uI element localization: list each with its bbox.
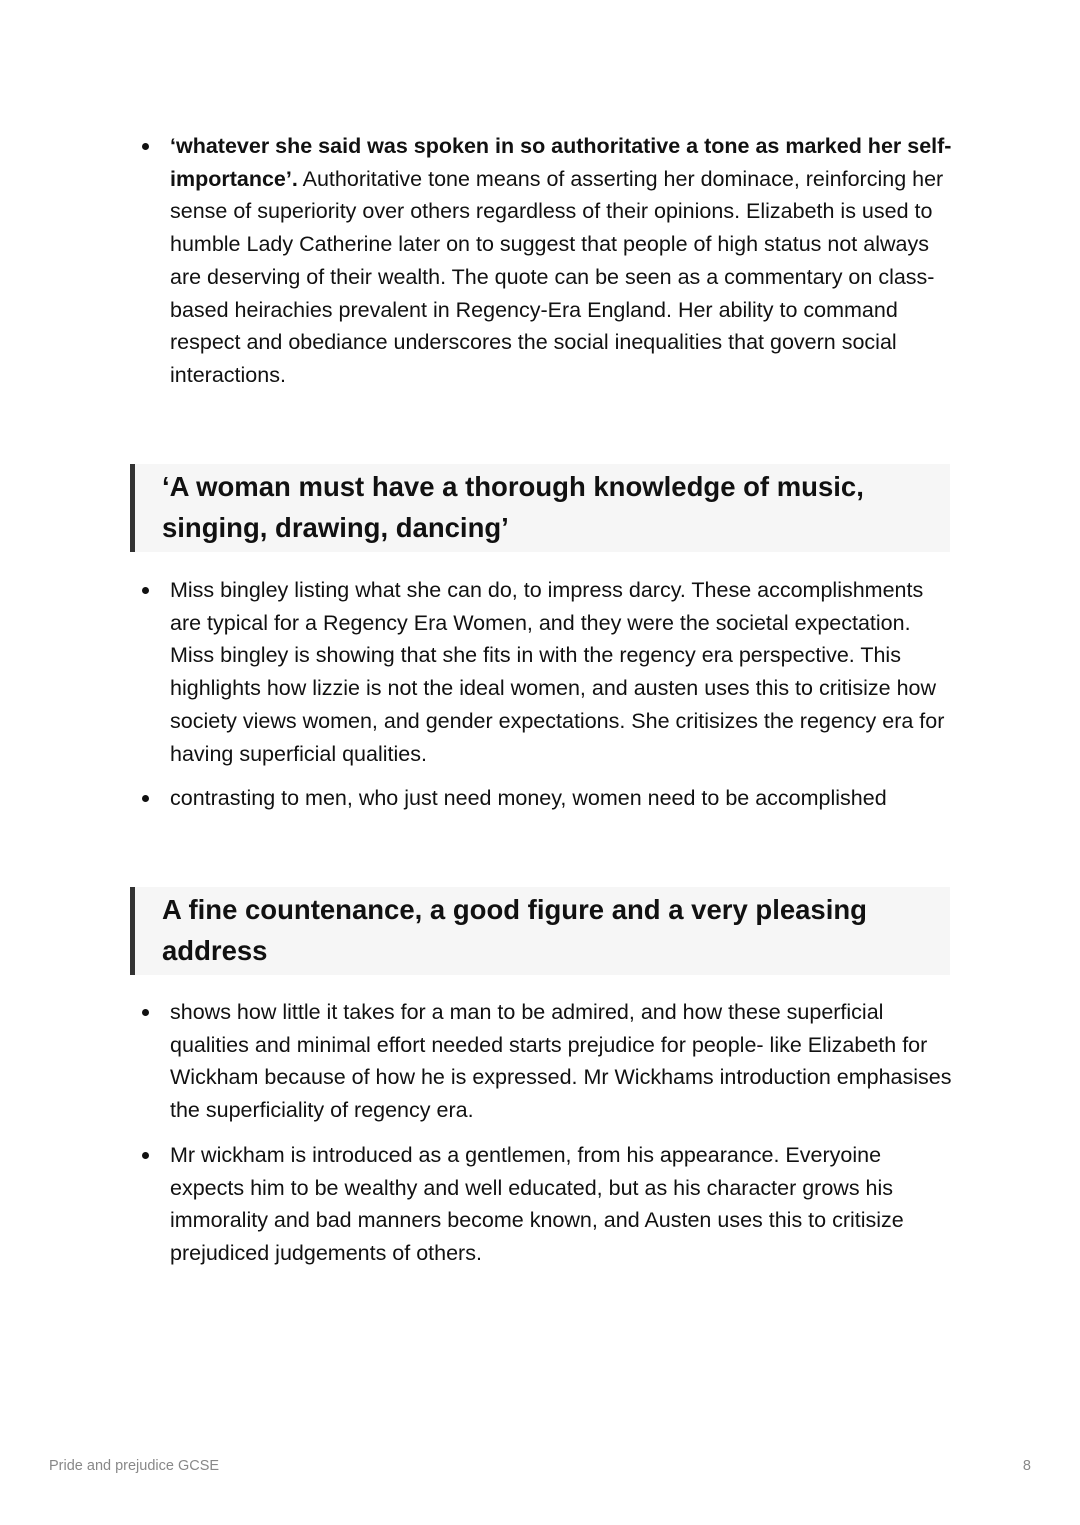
list-item [140,130,952,392]
analysis-text: shows how little it takes for a man to be admired, and how these superficial qualities and minimal effort needed starts prejudice for people- like Elizabeth for Wickham because of how he is expressed. Mr Wickhams introduction emphasises the superficiality of regency era. [170,1000,952,1123]
analysis-text: Miss bingley listing what she can do, to impress darcy. These accomplishments are typical for a Regency Era Women, and they were the societal expectation. Miss bingley is showing that she fits in with the regency era perspective. This highlights how lizzie is not the ideal women, and austen uses this to critisize how society views women, and gender expectations. She critisizes the regency era for having superficial qualities. [170,578,945,766]
bullet-dot-icon [142,1009,149,1016]
bullet-dot-icon [142,795,149,802]
section1-bullet-list [140,130,952,404]
footer-title: Pride and prejudice GCSE [49,1458,220,1474]
list-item [140,782,952,815]
quote-heading: A fine countenance, a good figure and a very pleasing address [162,894,867,966]
list-item [140,996,952,1127]
page-number: 8 [1022,1458,1031,1474]
analysis-text: Mr wickham is introduced as a gentlemen, from his appearance. Everyoine expects him to be wealthy and well educated, but as his character grows his immorality and bad manners become known, and Austen uses this to critisize prejudiced judgements of others. [170,1142,904,1265]
quote-heading-block [130,464,950,552]
bullet-dot-icon [142,143,149,150]
analysis-text: contrasting to men, who just need money, women need to be accomplished [170,786,887,811]
quote-text-bold: ‘whatever she said was spoken in so authoritative a tone as marked her self-importance’. [170,134,952,191]
quote-heading-block [130,887,950,975]
section3-bullet-list [140,996,952,1282]
list-item [140,574,952,770]
quote-heading: ‘A woman must have a thorough knowledge of music, singing, drawing, dancing’ [162,471,864,543]
section2-bullet-list [140,574,952,827]
bullet-dot-icon [142,587,149,594]
bullet-dot-icon [142,1152,149,1159]
list-item [140,1139,952,1270]
analysis-text: Authoritative tone means of asserting her dominace, reinforcing her sense of superiority over others regardless of their opinions. Elizabeth is used to humble Lady Catherine later on to suggest that people of high status not always are deserving of their wealth. The quote can be seen as a commentary on class-based heirachies prevalent in Regency-Era England. Her ability to command respect and obediance underscores the social inequalities that govern social interactions. [170,166,944,387]
